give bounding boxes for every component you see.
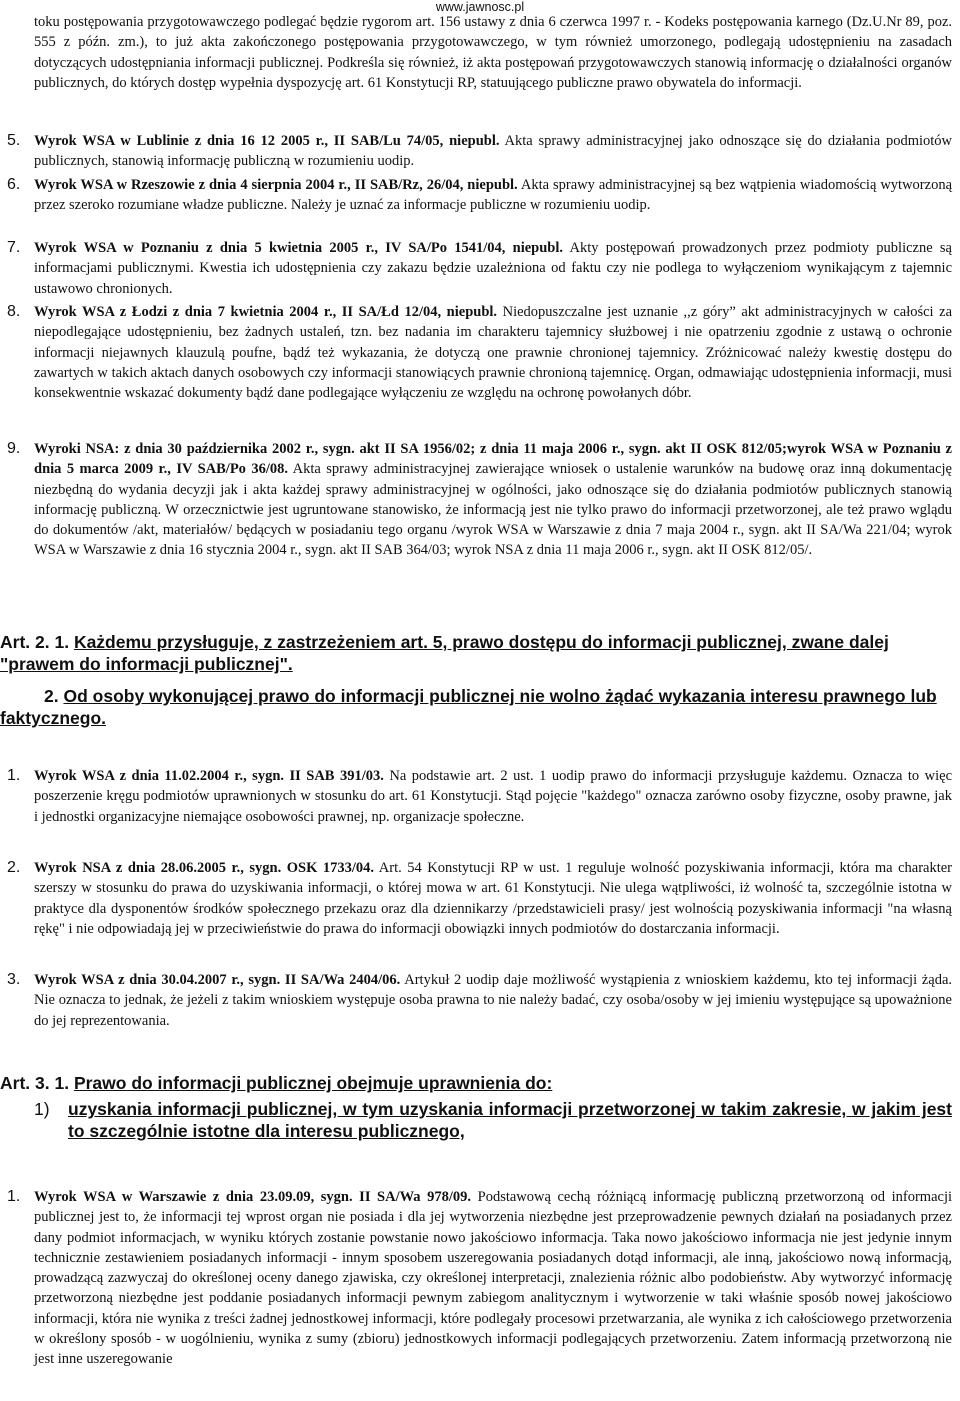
case-citation: Wyrok WSA z dnia 11.02.2004 r., sygn. II SAB 391/03. <box>34 768 384 784</box>
case-summary: Artykuł 2 uodip daje możliwość wystąpienia z wnioskiem każdemu, kto tej informacji żąda. Nie oznacza to jednak, że jeżeli z takim wnioskiem występuje osoba prawna to nie należy badać, czy osoba/osoby w jej imieniu występujące są upoważnione do jej reprezentowania. <box>34 972 953 1029</box>
item-number: 1. <box>7 767 21 784</box>
case-item-art2-1 <box>0 766 952 827</box>
case-citation: Wyrok WSA z Łodzi z dnia 7 kwietnia 2004 r., II SA/Łd 12/04, niepubl. <box>34 304 498 320</box>
case-citation: Wyrok WSA z dnia 30.04.2007 r., sygn. II SA/Wa 2404/06. <box>34 972 401 988</box>
article-prefix: Art. 2. 1. <box>0 632 70 652</box>
case-citation: Wyrok WSA w Poznaniu z dnia 5 kwietnia 2005 r., IV SA/Po 1541/04, niepubl. <box>34 240 564 256</box>
item-number: 5. <box>7 132 21 149</box>
case-summary: Akta sprawy administracyjnej są bez wątpienia wiadomością wytworzoną przez szeroko rozumiane władze publiczne. Należy je uznać za informacje publiczne w rozumieniu uodip. <box>34 177 953 214</box>
case-summary: Akty postępowań prowadzonych przez podmioty publiczne są informacjami publicznymi. Kwestia ich udostępnienia czy zakazu będzie uzależniona od faktu czy nie podlega to wyłączeniom wynikającym z tajemnic ustawowo chronionych. <box>34 240 952 297</box>
case-summary: Akta sprawy administracyjnej jako odnoszące się do działania podmiotów publicznych, stanowią informację publiczną w rozumieniu uodip. <box>34 133 953 170</box>
article-3-heading <box>0 1072 952 1094</box>
case-item-6 <box>0 175 952 216</box>
article-prefix: 2. <box>44 686 59 706</box>
case-item-art2-2 <box>0 858 952 939</box>
article-text: Prawo do informacji publicznej obejmuje uprawnienia do: <box>73 1073 553 1093</box>
case-citation: Wyrok WSA w Rzeszowie z dnia 4 sierpnia 2004 r., II SAB/Rz, 26/04, niepubl. <box>34 177 518 193</box>
case-item-art2-3 <box>0 970 952 1031</box>
article-2-paragraph-1 <box>0 631 952 675</box>
case-item-8 <box>0 302 952 403</box>
article-2-paragraph-2 <box>0 685 952 729</box>
item-number: 1. <box>7 1188 21 1205</box>
item-number: 2. <box>7 859 21 876</box>
article-3-subpoint-1: uzyskania informacji publicznej, w tym uzyskania informacji przetworzonej w takim zakresie, w jakim jest to szczególnie istotne dla interesu publicznego, <box>68 1099 952 1141</box>
case-citation: Wyroki NSA: z dnia 30 października 2002 r., sygn. akt II SA 1956/02; z dnia 11 maja 2006 r., sygn. akt II OSK 812/05;wyrok WSA w Poznaniu z dnia 5 marca 2009 r., IV SAB/Po 36/08. <box>34 441 952 478</box>
article-text: Każdemu przysługuje, z zastrzeżeniem art. 5, prawo dostępu do informacji publicznej, zwane dalej "prawem do informacji publicznej". <box>0 632 889 674</box>
article-text: Od osoby wykonującej prawo do informacji publicznej nie wolno żądać wykazania interesu prawnego lub faktycznego. <box>0 686 937 728</box>
case-summary: Art. 54 Konstytucji RP w ust. 1 reguluje wolność pozyskiwania informacji, która ma charakter szerszy w stosunku do prawa do uzyskiwania informacji, o której mowa w art. 61 Konstytucji. Nie ulega wątpliwości, iż wolność ta, szczególnie istotna w praktyce dla dysponentów środków społecznego przekazu oraz dla dziennikarzy /przedstawicieli prasy/ jest wolnością pozyskiwania informacji "na własną rękę" i nie odpowiadają jej w przeciwieństwie do prawa do informacji obowiązki innych podmiotów do dostarczania informacji. <box>34 860 952 937</box>
subpoint-number: 1) <box>34 1099 50 1119</box>
case-summary: Akta sprawy administracyjnej zawierające wniosek o ustalenie warunków na budowę oraz inną dokumentację niezbędną do wydania decyzji jak i akta każdej sprawy administracyjnej w ogólności, jako odnoszące się do działania podmiotów publicznych stanowią informację publiczną. W orzecznictwie jest ugruntowane stanowisko, że informacją jest nie tylko prawo do informacji przetworzonej, ale też prawo wglądu do dokumentów /akt, materiałów/ będących w posiadaniu tego organu /wyrok WSA w Warszawie z dnia 7 maja 2004 r., sygn. akt II SA/Wa 221/04; wyrok WSA w Warszawie z dnia 16 stycznia 2004 r., sygn. akt II SAB 364/03; wyrok NSA z dnia 11 maja 2006 r., sygn. akt II OSK 812/05/. <box>34 461 952 559</box>
article-prefix: Art. 3. 1. <box>0 1073 70 1093</box>
case-citation: Wyrok WSA w Lublinie z dnia 16 12 2005 r., II SAB/Lu 74/05, niepubl. <box>34 133 500 149</box>
case-summary: Podstawową cechą różniącą informację publiczną przetworzoną od informacji publicznej jest to, że informacji tej wprost organ nie posiada i dla jej wytworzenia niezbędne jest przeprowadzenie pewnych działań na posiadanych przez dany podmiot informacjach, w wyniku których zostanie powstanie nowo jakościowo informacja. Taka nowo jakościowo informacja nie jest jedynie innym technicznie zestawieniem posiadanych informacji - innym sposobem uszeregowania posiadanych dotąd informacji, ale inną, jakościowo nową informacją, prowadzącą zazwyczaj do określonej oceny danego zjawiska, czy określonej interpretacji, znalezienia różnic albo podobieństw. Aby wytworzyć informację przetworzoną niezbędne jest poddanie posiadanych informacji pewnym zabiegom analitycznym i wytworzenie w taki właśnie sposób nowej jakościowo informacji, która nie wynika z treści żadnej jednostkowej informacji, które podlegały procesowi przetwarzania, ale wynika z ich całościowego przetworzenia w określony sposób - w uogólnieniu, wynika z sumy (zbioru) jednostkowych informacji podlegających przetworzeniu. Zatem informacją przetworzoną nie jest inne uszeregowanie <box>34 1189 952 1368</box>
item-number: 8. <box>7 303 21 320</box>
item-number: 9. <box>7 440 21 457</box>
site-header: www.jawnosc.pl <box>435 0 525 14</box>
case-item-art3-1 <box>0 1187 952 1370</box>
case-summary: Na podstawie art. 2 ust. 1 uodip prawo do informacji przysługuje każdemu. Oznacza to więc poszerzenie kręgu podmiotów uprawnionych w stosunku do art. 61 Konstytucji. Stąd pojęcie "każdego" oznacza zarówno osoby fizyczne, osoby prawne, jak i jednostki organizacyjne niemające osobowości prawnej, np. organizacje społeczne. <box>34 768 953 825</box>
case-item-7 <box>0 238 952 299</box>
item-number: 6. <box>7 176 21 193</box>
case-summary: Niedopuszczalne jest uznanie ,,z góry” akt administracyjnych w całości za niepodlegające udostępnieniu, bez żadnych ustaleń, tzn. bez nadania im charakteru tajemnicy służbowej i nie opatrzeniu zgodnie z ustawą o ochronie informacji niejawnych klauzulą poufne, bądź też wykazania, że dotyczą one prawnie chronionej tajemnicy. Zróżnicować należy kwestię dostępu do zawartych w takich aktach danych osobowych czy informacji stanowiących prawnie chronioną tajemnicę. Organ, odmawiając udostępnienia informacji, musi konsekwentnie wskazać dokumenty bądź dane podlegające wyłączeniu ze względu na ochronę powołanych dóbr. <box>34 304 953 402</box>
intro-paragraph: toku postępowania przygotowawczego podlegać będzie rygorom art. 156 ustawy z dnia 6 czerwca 1997 r. - Kodeks postępowania karnego (Dz.U.Nr 89, poz. 555 z późn. zm.), to już akta zakończonego postępowania przygotowawczego, w tym również umorzonego, podlegają udostępnieniu na zasadach dotyczących udostępniania informacji publicznej. Podkreśla się również, iż akta postępowań przygotowawczych stanowią informację o działalności organów publicznych, do których dostęp wypełnia dyspozycję art. 61 Konstytucji RP, statuującego publiczne prawo obywatela do informacji. <box>34 14 952 91</box>
case-citation: Wyrok NSA z dnia 28.06.2005 r., sygn. OSK 1733/04. <box>34 860 375 876</box>
case-item-9 <box>0 439 952 561</box>
item-number: 7. <box>7 239 21 256</box>
case-citation: Wyrok WSA w Warszawie z dnia 23.09.09, sygn. II SA/Wa 978/09. <box>34 1189 472 1205</box>
case-item-5 <box>0 131 952 172</box>
item-number: 3. <box>7 971 21 988</box>
